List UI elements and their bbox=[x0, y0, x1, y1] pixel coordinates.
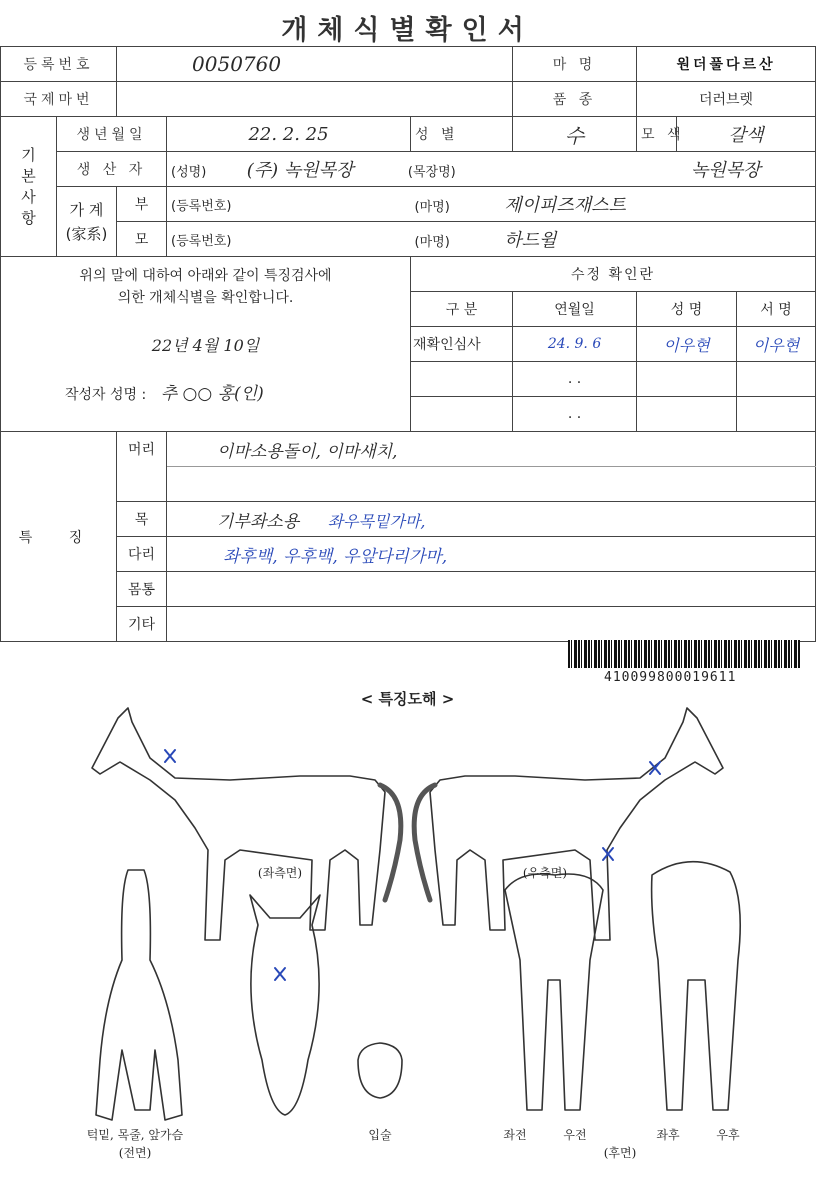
right-side-label: (우측면) bbox=[522, 866, 568, 880]
feature-value-legs: 좌후백, 우후백, 우앞다리가마, bbox=[167, 537, 816, 572]
revision-col-sign: 서 명 bbox=[737, 292, 816, 327]
notice-text: 위의 말에 대하여 아래와 같이 특징검사에 의한 개체식별을 확인합니다. bbox=[79, 268, 332, 306]
revision-row-sign: 이우현 bbox=[737, 327, 816, 362]
revision-row-type bbox=[411, 397, 513, 432]
feature-label-other: 기타 bbox=[117, 607, 167, 642]
author-value: 추 ○○ 홍(인) bbox=[160, 384, 264, 404]
author-label: 작성자 성명 : bbox=[65, 387, 147, 403]
birth-value: 22. 2. 25 bbox=[167, 117, 411, 152]
birth-label: 생년월일 bbox=[57, 117, 167, 152]
farm-name-value: 녹원목장 bbox=[637, 152, 816, 187]
diagram-title: < 특징도해 > bbox=[360, 690, 455, 708]
muzzle-drawing bbox=[358, 1043, 402, 1098]
sex-value: 수 bbox=[513, 117, 637, 152]
rear-right-leg-label: 우후 bbox=[716, 1128, 740, 1142]
sire-name-cell bbox=[411, 187, 816, 222]
basic-section-label: 기본사항 bbox=[1, 117, 57, 257]
lips-label: 입술 bbox=[368, 1128, 392, 1142]
revision-col-date: 연월일 bbox=[513, 292, 637, 327]
dam-name-cell bbox=[411, 222, 816, 257]
feature-value-body bbox=[167, 572, 816, 607]
rear-left-leg-label: 좌후 bbox=[656, 1128, 680, 1142]
notice-date: 22년 4월 10일 bbox=[151, 336, 260, 355]
dam-name-label: (마명) bbox=[414, 235, 450, 250]
revision-col-type: 구 분 bbox=[411, 292, 513, 327]
horse-front-view-drawing bbox=[96, 870, 182, 1120]
feature-label-legs: 다리 bbox=[117, 537, 167, 572]
rear-view-label: (후면) bbox=[603, 1146, 637, 1160]
revision-row-date: . . bbox=[513, 397, 637, 432]
dam-reg-label: (등록번호) bbox=[171, 233, 232, 249]
revision-header: 수정 확인란 bbox=[411, 257, 816, 292]
horse-left-side-drawing bbox=[92, 708, 401, 940]
front-right-leg-label: 우전 bbox=[563, 1128, 587, 1142]
feature-note-neck: 좌우목밑가마, bbox=[327, 511, 426, 531]
feature-label-body: 몸통 bbox=[117, 572, 167, 607]
features-label: 특 징 bbox=[1, 432, 117, 642]
intl-number-value bbox=[117, 82, 513, 117]
sire-name-value: 제이피즈재스트 bbox=[504, 195, 626, 216]
intl-number-label: 국제마번 bbox=[1, 82, 117, 117]
producer-name-value: (주) 녹원목장 bbox=[246, 160, 354, 181]
pedigree-label-text: 가 계 bbox=[69, 200, 104, 219]
dam-label: 모 bbox=[117, 222, 167, 257]
sire-name-label: (마명) bbox=[414, 200, 450, 215]
coat-color-label: 모 색 bbox=[637, 117, 677, 152]
marking-diagram bbox=[0, 700, 815, 1180]
pedigree-label bbox=[57, 187, 117, 257]
info-form bbox=[0, 46, 816, 642]
sire-label: 부 bbox=[117, 187, 167, 222]
feature-value-head: 이마소용돌이, 이마새치, bbox=[167, 432, 816, 467]
horse-rear-view-drawing bbox=[505, 862, 740, 1110]
horse-right-side-drawing bbox=[414, 708, 723, 940]
revision-row-name bbox=[637, 397, 737, 432]
author-line bbox=[5, 383, 406, 406]
sex-label: 성 별 bbox=[411, 117, 513, 152]
left-side-label: (좌측면) bbox=[257, 866, 303, 880]
front-parts-label: 턱밑, 목줄, 앞가슴 bbox=[86, 1128, 184, 1142]
feature-label-head: 머리 bbox=[117, 432, 167, 467]
revision-row-sign bbox=[737, 397, 816, 432]
horse-name-value: 원더풀다르산 bbox=[637, 47, 816, 82]
revision-row-name: 이우현 bbox=[637, 327, 737, 362]
reg-number-value: 0050760 bbox=[117, 47, 513, 82]
barcode bbox=[568, 640, 800, 668]
dam-reg-cell bbox=[167, 222, 411, 257]
revision-col-name: 성 명 bbox=[637, 292, 737, 327]
notice-block bbox=[1, 257, 411, 432]
sire-reg-label: (등록번호) bbox=[171, 198, 232, 214]
producer-name-cell bbox=[167, 152, 637, 187]
feature-value-other bbox=[167, 607, 816, 642]
front-left-leg-label: 좌전 bbox=[503, 1128, 527, 1142]
revision-row-date: . . bbox=[513, 362, 637, 397]
reg-number-label: 등록번호 bbox=[1, 47, 117, 82]
farm-name-label: (목장명) bbox=[407, 165, 456, 180]
pedigree-label-hanja: (家系) bbox=[65, 224, 108, 243]
revision-row-name bbox=[637, 362, 737, 397]
coat-color-value: 갈색 bbox=[677, 117, 816, 152]
feature-label-neck: 목 bbox=[117, 502, 167, 537]
front-view-label: (전면) bbox=[118, 1146, 152, 1160]
feature-value-neck: 기부좌소용 bbox=[217, 511, 300, 532]
breed-label: 품 종 bbox=[513, 82, 637, 117]
feature-label-blank bbox=[117, 467, 167, 502]
revision-row-sign bbox=[737, 362, 816, 397]
document-title: 개체식별확인서 bbox=[281, 15, 534, 46]
barcode-number: 410099800019611 bbox=[604, 670, 737, 685]
feature-neck-cell bbox=[167, 502, 816, 537]
horse-name-label: 마 명 bbox=[513, 47, 637, 82]
dam-name-value: 하드윌 bbox=[504, 230, 557, 251]
producer-label: 생 산 자 bbox=[57, 152, 167, 187]
revision-row-date: 24. 9. 6 bbox=[513, 327, 637, 362]
producer-name-label: (성명) bbox=[171, 165, 207, 180]
feature-value-blank bbox=[167, 467, 816, 502]
revision-row-type: 재확인심사 bbox=[411, 327, 513, 362]
revision-row-type bbox=[411, 362, 513, 397]
breed-value: 더러브렛 bbox=[637, 82, 816, 117]
sire-reg-cell bbox=[167, 187, 411, 222]
